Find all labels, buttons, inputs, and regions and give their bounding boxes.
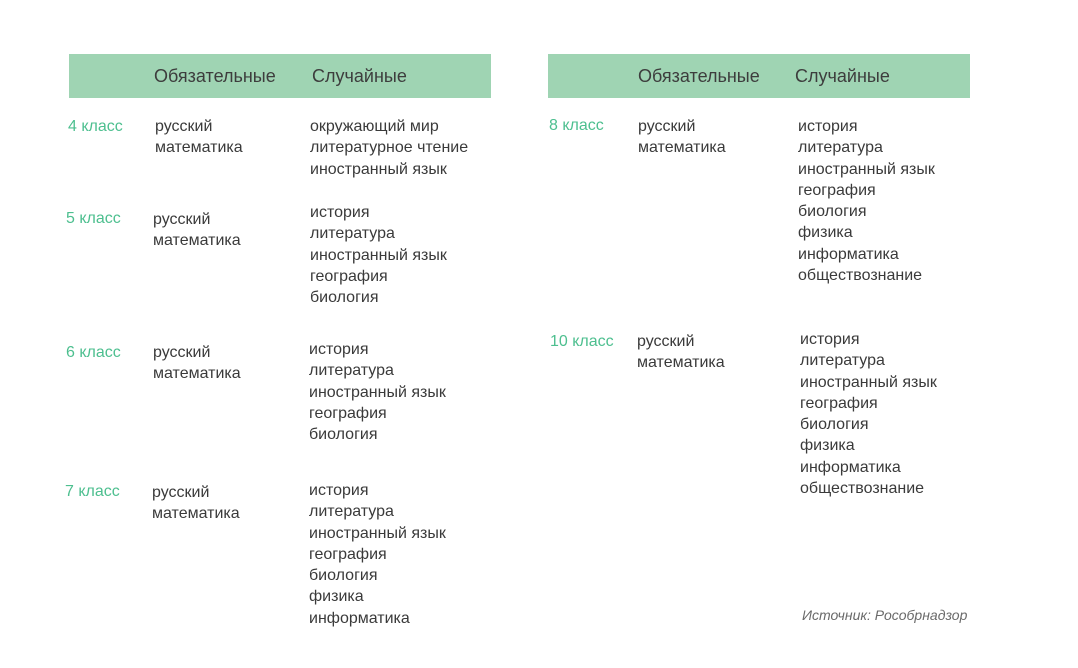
random-subject: информатика bbox=[798, 245, 899, 263]
grade-label-4: 4 класс bbox=[68, 118, 123, 135]
random-subject: биология bbox=[798, 203, 867, 221]
grade-label-10: 10 класс bbox=[550, 333, 614, 350]
random-subject: история bbox=[798, 118, 858, 135]
grade-label-7: 7 класс bbox=[65, 483, 120, 500]
random-list-4 bbox=[310, 116, 468, 180]
random-subject: иностранный язык bbox=[800, 373, 937, 391]
random-column-header: Случайные bbox=[312, 66, 407, 86]
required-subject: математика bbox=[153, 232, 241, 250]
random-subject: иностранный язык bbox=[310, 160, 447, 178]
random-subject: литература bbox=[309, 362, 394, 380]
required-list-4 bbox=[155, 116, 243, 159]
random-subject: литературное чтение bbox=[310, 139, 469, 157]
random-list-8 bbox=[798, 116, 935, 286]
random-list-10 bbox=[800, 329, 937, 499]
random-subject: иностранный язык bbox=[798, 160, 935, 178]
required-subject: русский bbox=[153, 211, 211, 228]
random-list-6 bbox=[309, 339, 446, 445]
required-column-header: Обязательные bbox=[154, 66, 276, 86]
random-subject: информатика bbox=[309, 609, 410, 627]
required-list-7 bbox=[152, 482, 240, 525]
grade-label-8: 8 класс bbox=[549, 117, 604, 134]
random-subject: литература bbox=[798, 139, 883, 157]
random-subject: иностранный язык bbox=[310, 246, 447, 264]
random-subject: география bbox=[800, 394, 878, 412]
required-column-header: Обязательные bbox=[638, 66, 760, 86]
random-subject: биология bbox=[800, 416, 869, 434]
required-list-10 bbox=[637, 331, 725, 374]
random-subject: биология bbox=[309, 567, 378, 585]
random-subject: иностранный язык bbox=[309, 383, 446, 401]
random-subject: география bbox=[798, 181, 876, 199]
required-subject: математика bbox=[637, 354, 725, 372]
required-subject: математика bbox=[153, 365, 241, 383]
required-list-6 bbox=[153, 342, 241, 385]
right-table-header bbox=[548, 54, 970, 98]
random-subject: информатика bbox=[800, 458, 901, 476]
required-subject: русский bbox=[637, 333, 695, 350]
left-table-header bbox=[69, 54, 491, 98]
required-subject: математика bbox=[155, 139, 243, 157]
required-subject: русский bbox=[155, 118, 213, 135]
random-list-7 bbox=[309, 480, 446, 629]
random-subject: история bbox=[800, 331, 860, 348]
random-subject: география bbox=[310, 267, 388, 285]
random-subject: биология bbox=[310, 289, 379, 307]
random-subject: география bbox=[309, 545, 387, 563]
random-subject: иностранный язык bbox=[309, 524, 446, 542]
grade-label-6: 6 класс bbox=[66, 344, 121, 361]
source-note: Источник: Рособрнадзор bbox=[802, 607, 968, 623]
random-subject: физика bbox=[309, 588, 364, 606]
random-list-5 bbox=[310, 202, 447, 308]
random-subject: литература bbox=[800, 352, 885, 370]
random-subject: обществознание bbox=[800, 480, 925, 498]
random-subject: физика bbox=[798, 224, 853, 242]
random-subject: география bbox=[309, 404, 387, 422]
required-subject: математика bbox=[152, 505, 240, 523]
random-column-header: Случайные bbox=[795, 66, 890, 86]
random-subject: физика bbox=[800, 437, 855, 455]
random-subject: обществознание bbox=[798, 267, 923, 285]
grade-label-5: 5 класс bbox=[66, 210, 121, 227]
random-subject: история bbox=[310, 204, 370, 221]
required-list-5 bbox=[153, 209, 241, 252]
required-subject: математика bbox=[638, 139, 726, 157]
random-subject: окружающий мир bbox=[310, 118, 439, 135]
random-subject: история bbox=[309, 482, 369, 499]
required-subject: русский bbox=[152, 484, 210, 501]
random-subject: история bbox=[309, 341, 369, 358]
random-subject: литература bbox=[309, 503, 394, 521]
required-subject: русский bbox=[638, 118, 696, 135]
required-list-8 bbox=[638, 116, 726, 159]
random-subject: биология bbox=[309, 426, 378, 444]
required-subject: русский bbox=[153, 344, 211, 361]
random-subject: литература bbox=[310, 225, 395, 243]
